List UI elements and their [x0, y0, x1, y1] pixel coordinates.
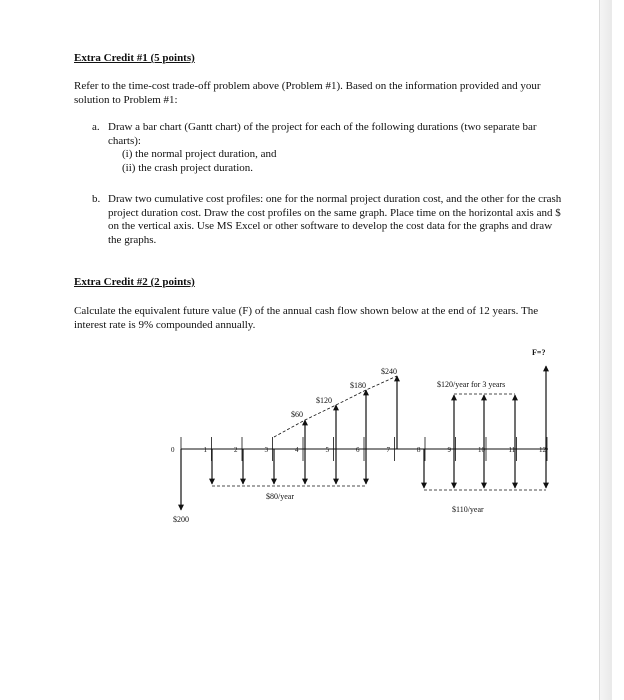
extra-credit-1-intro: Refer to the time-cost trade-off problem above (Problem #1). Based on the information provided and your solution to Problem #1:	[74, 80, 541, 106]
period-label-12: 12	[539, 446, 546, 454]
item-a-sub-ii: (ii) the crash project duration.	[122, 161, 254, 174]
period-label-6: 6	[356, 446, 360, 454]
period-label-3: 3	[264, 446, 268, 454]
period-label-4: 4	[295, 446, 299, 454]
period-label-8: 8	[417, 446, 421, 454]
period-label-7: 7	[386, 446, 390, 454]
item-a-marker: a.	[92, 121, 100, 133]
extra-credit-1-heading: Extra Credit #1 (5 points)	[74, 52, 195, 64]
scroll-edge	[599, 0, 612, 700]
item-b-text: Draw two cumulative cost profiles: one for the normal project duration cost, and the other for the crash project duration cost. Draw the cost profiles on the same graph. Place time on the horizontal axis and $ on the vertical axis. Use MS Excel or other software to develop the cost data for the graphs and draw the graphs.	[108, 193, 562, 246]
annual-80-label: $80/year	[266, 492, 294, 501]
label-60: $60	[291, 410, 303, 419]
extra-credit-2-heading: Extra Credit #2 (2 points)	[74, 276, 195, 288]
period-label-5: 5	[325, 446, 329, 454]
annual-80-outflows	[212, 449, 366, 486]
period-label-11: 11	[508, 446, 516, 454]
label-120: $120	[316, 396, 332, 405]
period-label-0: 0	[171, 446, 175, 454]
item-a-sub-i: (i) the normal project duration, and	[122, 148, 277, 160]
annual-120-label: $120/year for 3 years	[437, 380, 506, 389]
period-label-1: 1	[203, 446, 207, 454]
initial-outflow-label: $200	[173, 515, 189, 524]
label-240: $240	[381, 367, 397, 376]
label-180: $180	[350, 381, 366, 390]
period-label-2: 2	[234, 446, 238, 454]
future-value-label: F=?	[532, 348, 546, 357]
item-b-marker: b.	[92, 193, 101, 205]
item-a-text: Draw a bar chart (Gantt chart) of the project for each of the following durations (two separate bar charts):	[108, 121, 537, 147]
period-label-9: 9	[447, 446, 451, 454]
period-label-10: 10	[478, 446, 485, 454]
period-labels	[171, 446, 547, 454]
annual-110-label: $110/year	[452, 505, 484, 514]
extra-credit-2-text: Calculate the equivalent future value (F) of the annual cash flow shown below at the end of 12 years. The interest rate is 9% compounded annually.	[74, 305, 539, 331]
